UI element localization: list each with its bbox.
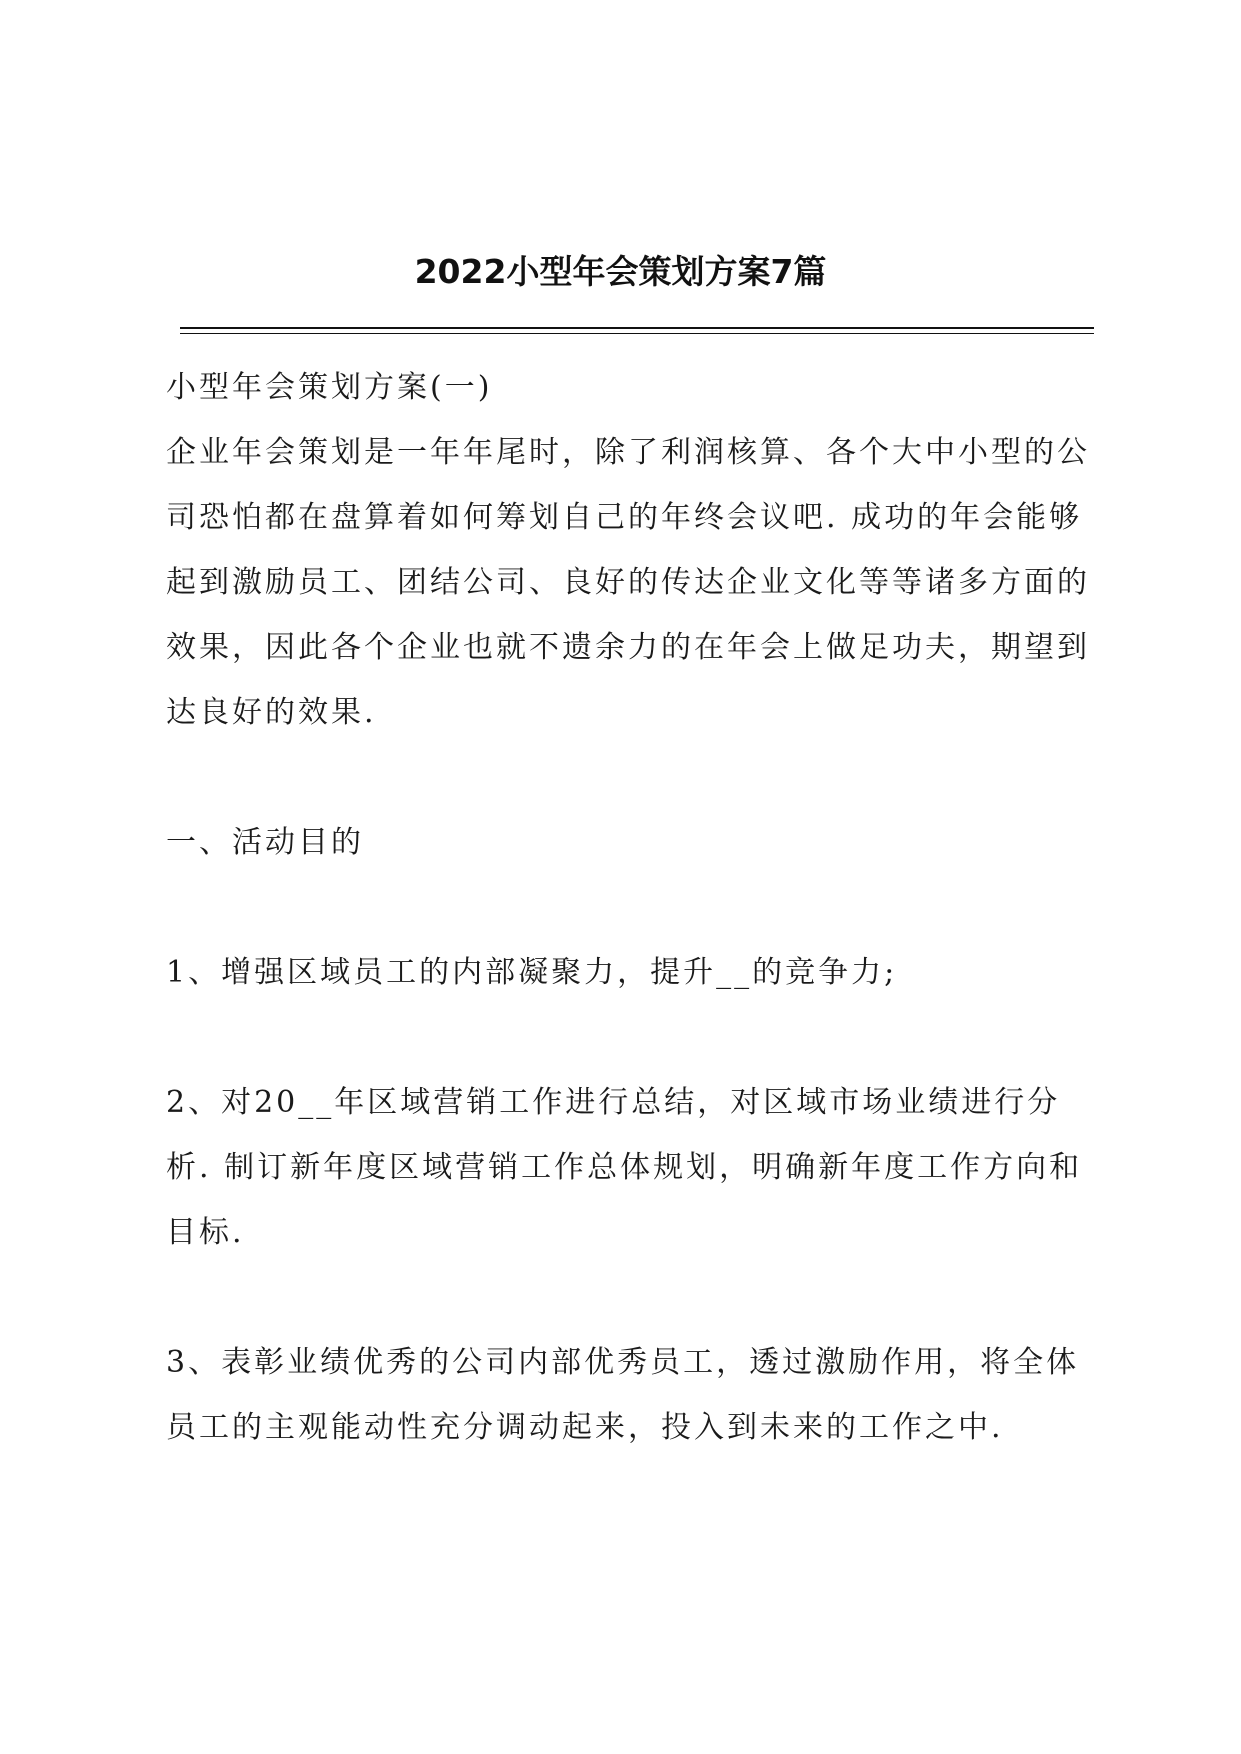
title-divider-thin — [180, 333, 1094, 334]
list-item: 3、表彰业绩优秀的公司内部优秀员工，透过激励作用，将全体员工的主观能动性充分调动起来，投入到未来的工作之中. — [166, 1345, 1080, 1445]
paragraph-spacer — [166, 745, 1096, 810]
paragraph-spacer — [166, 875, 1096, 940]
title-divider-thick — [180, 327, 1094, 329]
section-heading: 一、活动目的 — [166, 825, 364, 860]
paragraph-spacer — [166, 1005, 1096, 1070]
plan-subtitle: 小型年会策划方案(一) — [166, 370, 493, 405]
document-body — [166, 355, 1096, 1460]
paragraph-spacer — [166, 1265, 1096, 1330]
list-item: 1、增强区域员工的内部凝聚力，提升__的竞争力; — [166, 955, 898, 990]
document-title: 2022小型年会策划方案7篇 — [414, 252, 827, 291]
list-item: 2、对20__年区域营销工作进行总结，对区域市场业绩进行分析. 制订新年度区域营销工作总体规划，明确新年度工作方向和目标. — [166, 1085, 1083, 1250]
intro-paragraph: 企业年会策划是一年年尾时，除了利润核算、各个大中小型的公司恐怕都在盘算着如何筹划自己的年终会议吧. 成功的年会能够起到激励员工、团结公司、良好的传达企业文化等等诸多方面的效果，因此各个企业也就不遗余力的在年会上做足功夫，期望到达良好的效果. — [166, 435, 1090, 730]
